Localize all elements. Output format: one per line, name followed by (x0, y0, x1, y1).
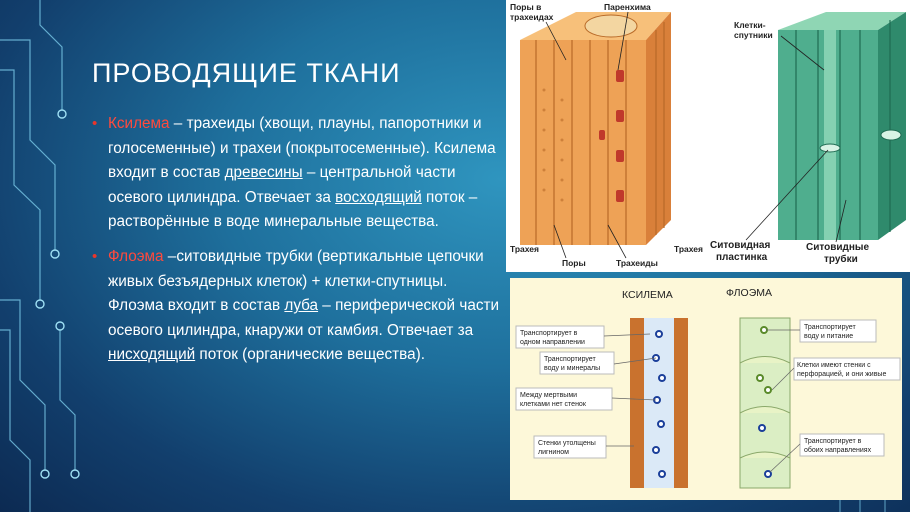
phloem-term: Флоэма (108, 247, 164, 265)
xylem-text-1: – трахеиды (хвощи, плауны, папоротники и голосеменные) и трахеи (покрытосеменные). Ксилема входит в состав (108, 115, 496, 182)
phloem-text-1: –ситовидные трубки (вертикальные цепочки живых безъядерных клеток) + клетки-спутницы. Флоэма входит в состав (108, 247, 484, 315)
xylem-note-3a: Между мертвыми (520, 392, 578, 399)
xylem-note-4a: Стенки утолщены (538, 440, 596, 447)
xylem-block-illustration (520, 12, 671, 245)
label-sieve-tubes-1: Ситовидные (806, 242, 870, 253)
phloem-note-3a: Транспортирует в (804, 438, 862, 445)
label-companion-cells-2: спутники (734, 30, 773, 40)
label-sieve-plate-2: пластинка (716, 252, 768, 263)
label-companion-cells-1: Клетки- (734, 20, 766, 30)
bullet-icon: • (92, 115, 98, 132)
phloem-note-2a: Клетки имеют стенки с (797, 362, 871, 369)
link-ascending[interactable]: восходящий (335, 188, 422, 206)
xylem-phloem-schematic (510, 278, 902, 500)
label-sieve-tubes-2: трубки (824, 254, 858, 265)
label-tracheids: Трахеиды (616, 258, 658, 268)
phloem-note-1a: Транспортирует (804, 324, 856, 331)
slide-title: ПРОВОДЯЩИЕ ТКАНИ (92, 58, 401, 88)
xylem-note-3b: клетками нет стенок (520, 401, 586, 408)
xylem-note-4b: лигнином (538, 449, 569, 456)
label-pores-in-tracheids-1: Поры в (510, 2, 542, 12)
phloem-text-2: – периферической части осевого цилиндра, кнаружи от камбия. Отвечает за (108, 297, 500, 339)
label-pores-in-tracheids-2: трахеидах (510, 12, 554, 22)
phloem-note-3b: обоих направлениях (804, 447, 872, 454)
xylem-paragraph (92, 112, 502, 235)
xylem-text-2: – центральной части осевого цилиндра. Отвечает за (108, 164, 456, 206)
link-bast[interactable]: луба (284, 297, 319, 315)
phloem-paragraph (92, 245, 502, 368)
xylem-term: Ксилема (108, 115, 170, 132)
xylem-note-2b: воду и минералы (544, 365, 601, 372)
xylem-title: КСИЛЕМА (622, 289, 673, 301)
phloem-note-1b: воду и питание (804, 333, 854, 340)
tissue-illustration (506, 0, 910, 272)
label-sieve-plate-1: Ситовидная (710, 240, 771, 251)
bullet-icon: • (92, 247, 98, 265)
phloem-title: ФЛОЭМА (726, 287, 772, 299)
xylem-note-1b: одном направлении (520, 339, 585, 346)
label-parenchyma: Паренхима (604, 2, 651, 12)
xylem-text-3: поток – растворённые в воде минеральные вещества. (108, 188, 478, 231)
slide-body (92, 112, 502, 378)
phloem-text-3: поток (органические вещества). (195, 346, 425, 364)
label-pores: Поры (562, 258, 586, 268)
xylem-note-2a: Транспортирует (544, 356, 596, 363)
link-wood[interactable]: древесины (224, 164, 303, 182)
xylem-note-1a: Транспортирует в (520, 330, 578, 337)
phloem-note-2b: перфорацией, и они живые (797, 371, 887, 378)
phloem-block-illustration (778, 12, 906, 240)
link-descending[interactable]: нисходящий (108, 346, 196, 364)
label-trachea-right: Трахея (674, 244, 703, 254)
label-trachea-left: Трахея (510, 244, 539, 254)
